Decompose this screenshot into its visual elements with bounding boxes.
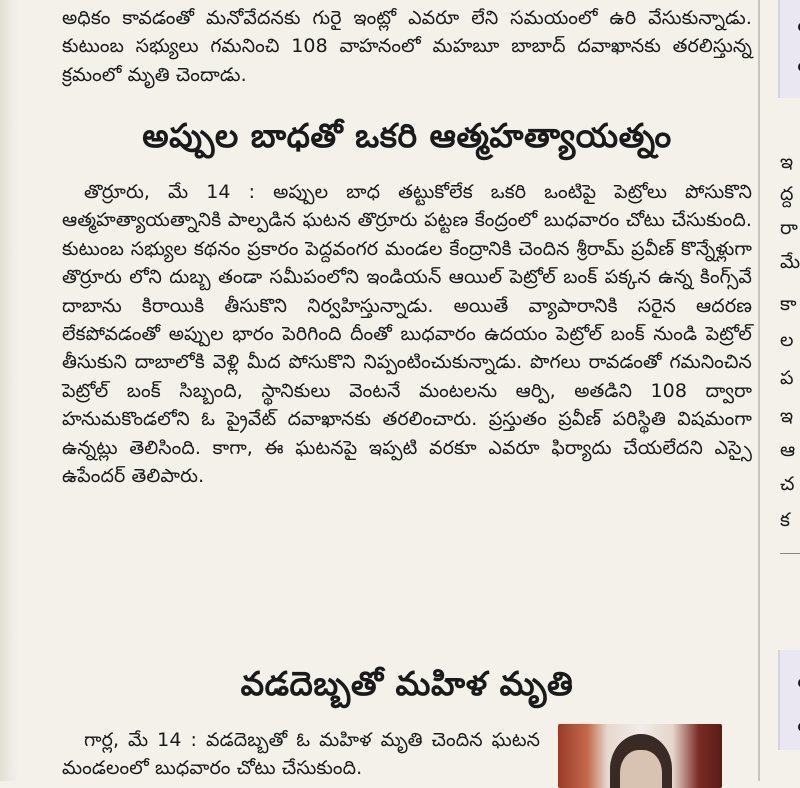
- woman-photo: [558, 724, 722, 788]
- story-continuation: [62, 4, 752, 89]
- right-column-fragment: మే: [780, 251, 800, 273]
- headline-heatstroke-death: వడదెబ్బతో మహిళ మృతి: [240, 664, 574, 703]
- right-column-fragment: ప: [780, 367, 794, 389]
- story-suicide-attempt: [62, 178, 752, 490]
- story-body: అప్పుల బాధ తట్టుకోలేక ఒకరి ఒంటిపై పెట్రోలు పోసుకొని ఆత్మహత్యాయత్నానికి పాల్పడిన ఘటన తొర్రూరు పట్టణ కేంద్రంలో బుధవారం చోటు చేసుకుంది. కుటుంబ సభ్యుల కథనం ప్రకారం పెద్దవంగర మండల కేంద్రానికి చెందిన శ్రీరామ్ ప్రవీణ్ కొన్నేళ్లుగా తొర్రూరు లోని దుబ్బ తండా సమీపంలోని ఇండియన్ ఆయిల్ పెట్రోల్ బంక్ పక్కన ఉన్న కింగ్స్‌వే దాబాను కిరాయికి తీసుకొని నిర్వహిస్తున్నాడు. అయితే వ్యాపారానికి సరైన ఆదరణ లేకపోవడంతో అప్పుల భారం పెరిగింది దీంతో బుధవారం ఉదయం పెట్రోల్ బంక్ నుండి పెట్రోల్ తీసుకుని దాబాలోకి వెళ్లి మీద పోసుకొని నిప్పంటించుకున్నాడు. పొగలు రావడంతో గమనించిన పెట్రోల్ బంక్ సిబ్బంది, స్థానికులు వెంటనే మంటలను ఆర్పి, అతడిని 108 ద్వారా హనుమకొండలోని ఓ ప్రైవేట్ దవాఖానకు తరలించారు. ప్రస్తుతం ప్రవీణ్ పరిస్థితి విషమంగా ఉన్నట్లు తెలిసింది. కాగా, ఈ ఘటనపై ఇప్పటి వరకూ ఎవరూ ఫిర్యాదు చేయలేదని ఎస్సై ఉపేందర్ తెలిపారు.: [62, 181, 753, 488]
- story-heatstroke-text: [62, 726, 540, 783]
- right-column-fragment: ఇ: [780, 405, 794, 427]
- right-column-fragment: ఆ: [780, 439, 796, 461]
- right-column-fragment: క: [780, 509, 790, 531]
- story-body: వడదెబ్బతో ఓ మహిళ మృతి చెందిన ఘటన మండలంలో బుధవారం చోటు చేసుకుంది.: [62, 729, 541, 780]
- right-column-fragment: కా: [780, 293, 797, 315]
- right-column-rule: [780, 553, 800, 554]
- right-column-fragment: చ: [780, 473, 795, 495]
- story-heatstroke-death: [62, 726, 540, 783]
- photo-face: [620, 750, 662, 788]
- right-column-fragment: ల: [780, 329, 794, 351]
- dateline: గార్ల, మే 14 :: [84, 729, 198, 751]
- right-column-box-top: [778, 0, 800, 98]
- headline-suicide-attempt: అప్పుల బాధతో ఒకరి ఆత్మహత్యాయత్నం: [142, 116, 672, 155]
- story-continuation-text: అధికం కావడంతో మనోవేదనకు గురై ఇంట్లో ఎవరూ లేని సమయంలో ఉరి వేసుకున్నాడు. కుటుంబ సభ్యులు గమనించి 108 వాహనంలో మహబూ బాబాద్ దవాఖానకు తరలిస్తున్న క్రమంలో మృతి చెందాడు.: [62, 7, 752, 86]
- right-column-box-bottom: [778, 650, 800, 750]
- column-divider: [758, 0, 760, 781]
- story-suicide-attempt-text: [62, 178, 752, 490]
- right-column-fragment: ఇ: [780, 151, 794, 173]
- dateline: తొర్రూరు, మే 14 :: [84, 181, 256, 203]
- right-column-fragment: రా: [780, 217, 798, 239]
- right-column-fragment: ద్ద: [780, 183, 794, 205]
- page-gutter: [0, 0, 18, 781]
